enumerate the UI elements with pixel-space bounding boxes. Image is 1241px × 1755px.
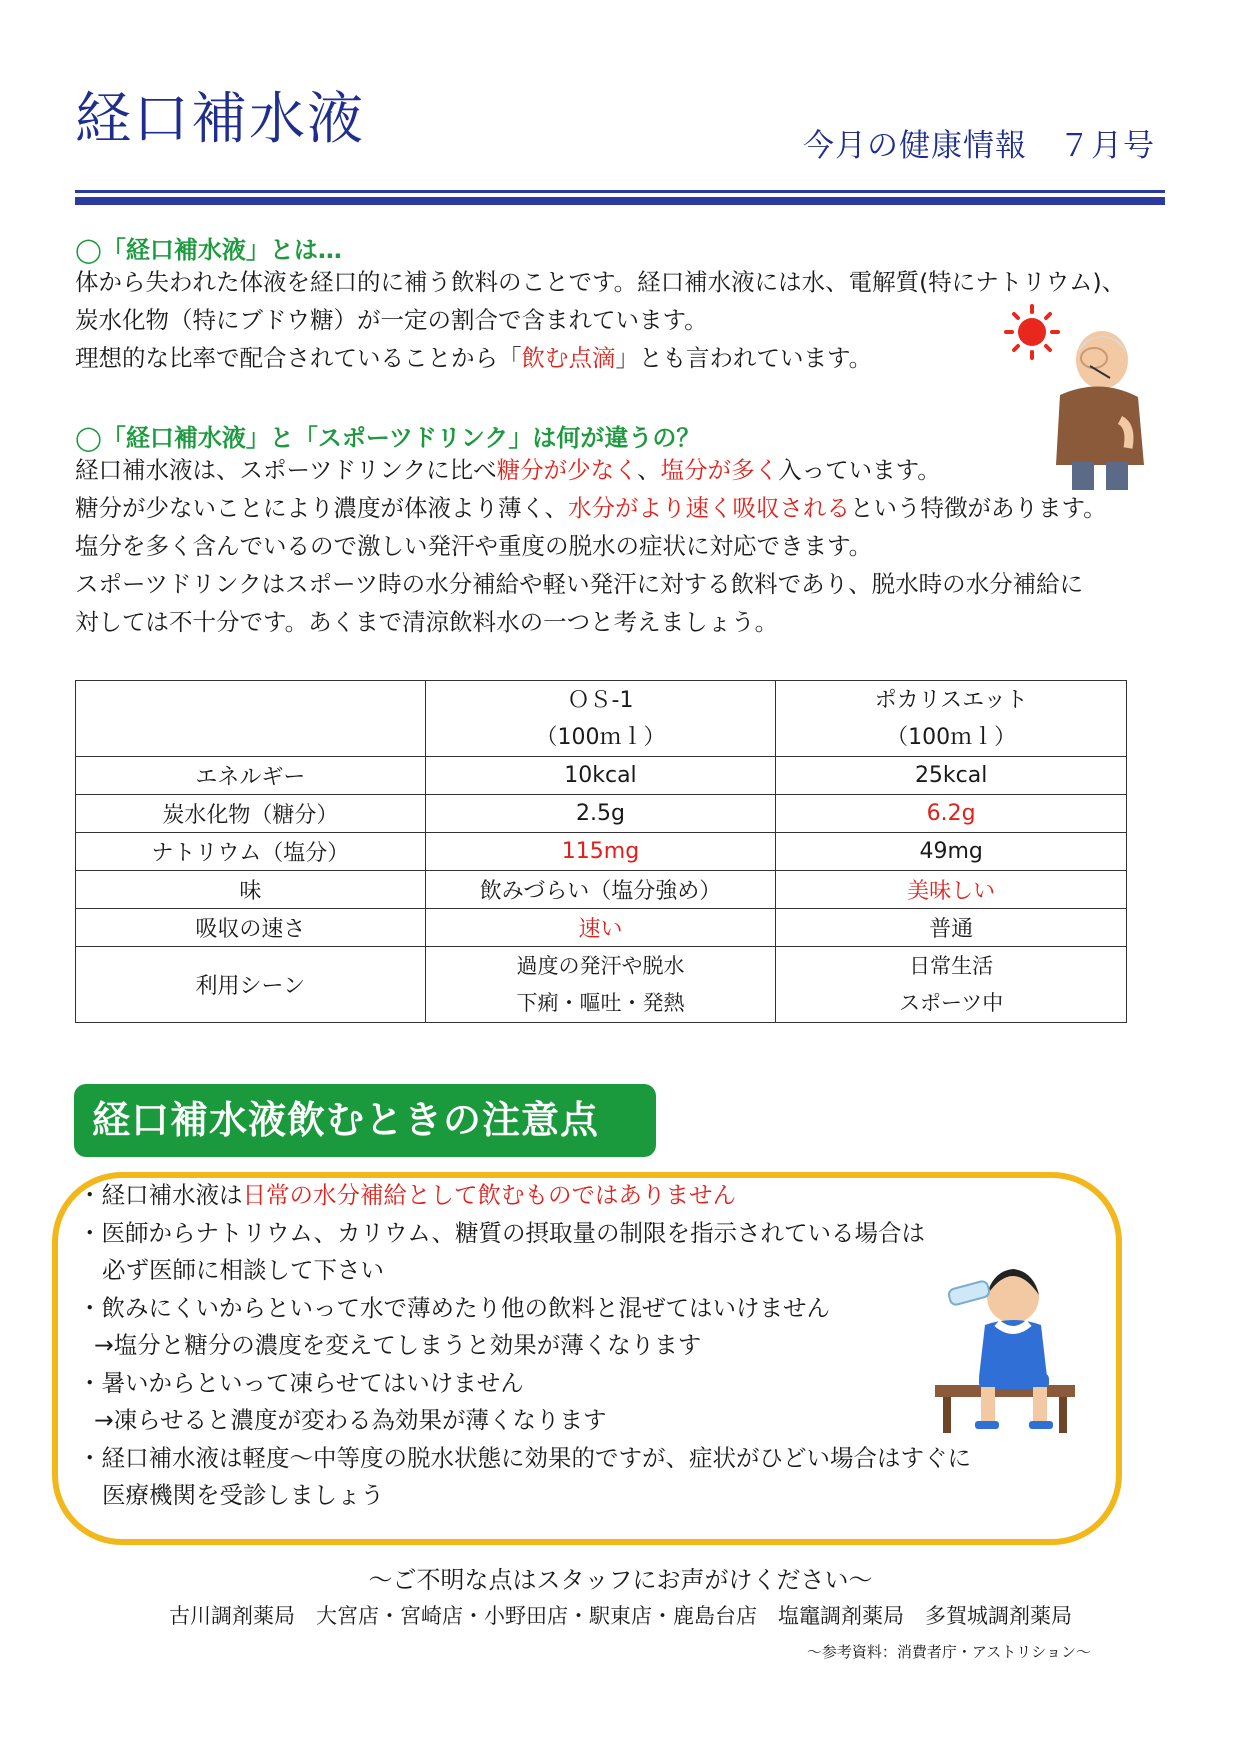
footer-pharmacies: 古川調剤薬局 大宮店・宮崎店・小野田店・駅東店・鹿島台店 塩竈調剤薬局 多賀城調剤薬局 — [169, 1604, 1072, 1628]
highlight-not-daily: 日常の水分補給として飲むものではありません — [242, 1181, 736, 1209]
table-row: 炭水化物（糖分） 2.5g 6.2g — [76, 795, 1127, 833]
boy-drinking-illustration — [935, 1255, 1075, 1435]
caution-item-5: ・経口補水液は軽度～中等度の脱水状態に効果的ですが、症状がひどい場合はすぐに — [78, 1443, 971, 1472]
table-corner-cell — [76, 681, 426, 757]
comparison-table — [75, 680, 1127, 1023]
bottle-icon — [948, 1280, 991, 1306]
highlight-less-sugar: 糖分が少なく — [496, 456, 638, 484]
section2-line2: 糖分が少ないことにより濃度が体液より薄く、水分がより速く吸収されるという特徴があります。 — [75, 494, 1107, 522]
section2-heading: ◯「経口補水液」と「スポーツドリンク」は何が違うの？ — [75, 424, 701, 452]
table-row: エネルギー 10kcal 25kcal — [76, 757, 1127, 795]
section2-line1: 経口補水液は、スポーツドリンクに比べ糖分が少なく、塩分が多く入っています。 — [75, 456, 941, 484]
table-row: ナトリウム（塩分） 115mg 49mg — [76, 833, 1127, 871]
header-rule-thin — [75, 190, 1165, 193]
caution-item-1: ・経口補水液は日常の水分補給として飲むものではありません — [78, 1181, 736, 1209]
caution-item-3: ・飲みにくいからといって水で薄めたり他の飲料と混ぜてはいけません — [78, 1293, 830, 1322]
page-title: 経口補水液 — [75, 87, 365, 152]
cautions-banner: 経口補水液飲むときの注意点 — [74, 1084, 656, 1157]
header-rule-thick — [75, 197, 1165, 205]
section2-body — [75, 451, 1107, 641]
caution-item-4: ・暑いからといって凍らせてはいけません — [78, 1368, 524, 1397]
section1-body — [75, 263, 1125, 377]
table-row: 吸収の速さ 速い 普通 — [76, 909, 1127, 947]
section2-line3: 塩分を多く含んでいるので激しい発汗や重度の脱水の症状に対応できます。 — [75, 532, 873, 560]
issue-label: 今月の健康情報 ７月号 — [803, 128, 1155, 164]
section1-heading: ◯「経口補水液」とは… — [75, 236, 342, 264]
caution-item-2: ・医師からナトリウム、カリウム、糖質の摂取量の制限を指示されている場合は — [78, 1218, 925, 1247]
section2-line4: スポーツドリンクはスポーツ時の水分補給や軽い発汗に対する飲料であり、脱水時の水分補給に — [75, 570, 1084, 598]
table-row: 利用シーン 過度の発汗や脱水 下痢・嘔吐・発熱 日常生活 スポーツ中 — [76, 947, 1127, 1023]
cautions-list: ・経口補水液は日常の水分補給として飲むものではありません ・医師からナトリウム、カリウム、糖質の摂取量の制限を指示されている場合は 必ず医師に相談して下さい ・飲みにくいからといって水で薄めたり他の飲料と混ぜてはいけません →塩分と糖分の濃度を変えてしまうと効果が薄くなります ・暑いからといって凍らせてはいけません →凍らせると濃度が変わる為効果が薄くなります ・経口補水液は軽度～中等度の脱水状態に効果的ですが、症状がひどい場合はすぐに 医療機関を受診しましょう — [78, 1177, 971, 1515]
section1-line2: 炭水化物（特にブドウ糖）が一定の割合で含まれています。 — [75, 306, 708, 334]
highlight-more-salt: 塩分が多く — [660, 456, 779, 484]
section1-line1: 体から失われた体液を経口的に補う飲料のことです。経口補水液には水、電解質(特にナトリウム)、 — [75, 268, 1126, 296]
section1-line3: 理想的な比率で配合されていることから「飲む点滴」とも言われています。 — [75, 344, 873, 372]
sun-icon — [1006, 306, 1058, 358]
highlight-fast-absorption: 水分がより速く吸収される — [568, 494, 851, 522]
bench-icon — [935, 1385, 1075, 1433]
footer-source: ～参考資料：消費者庁・アストリション～ — [806, 1643, 1091, 1661]
table-row: 味 飲みづらい（塩分強め） 美味しい — [76, 871, 1127, 909]
table-col-pocari: ポカリスエット （100ｍｌ） — [776, 681, 1127, 757]
table-header-row — [76, 681, 1127, 757]
table-col-os1: ＯＳ-1 （100ｍｌ） — [425, 681, 776, 757]
section2-line5: 対しては不十分です。あくまで清涼飲料水の一つと考えましょう。 — [75, 608, 779, 636]
footer-message: ～ご不明な点はスタッフにお声がけください～ — [368, 1566, 873, 1594]
highlight-iv-drip: 飲む点滴 — [521, 344, 616, 372]
